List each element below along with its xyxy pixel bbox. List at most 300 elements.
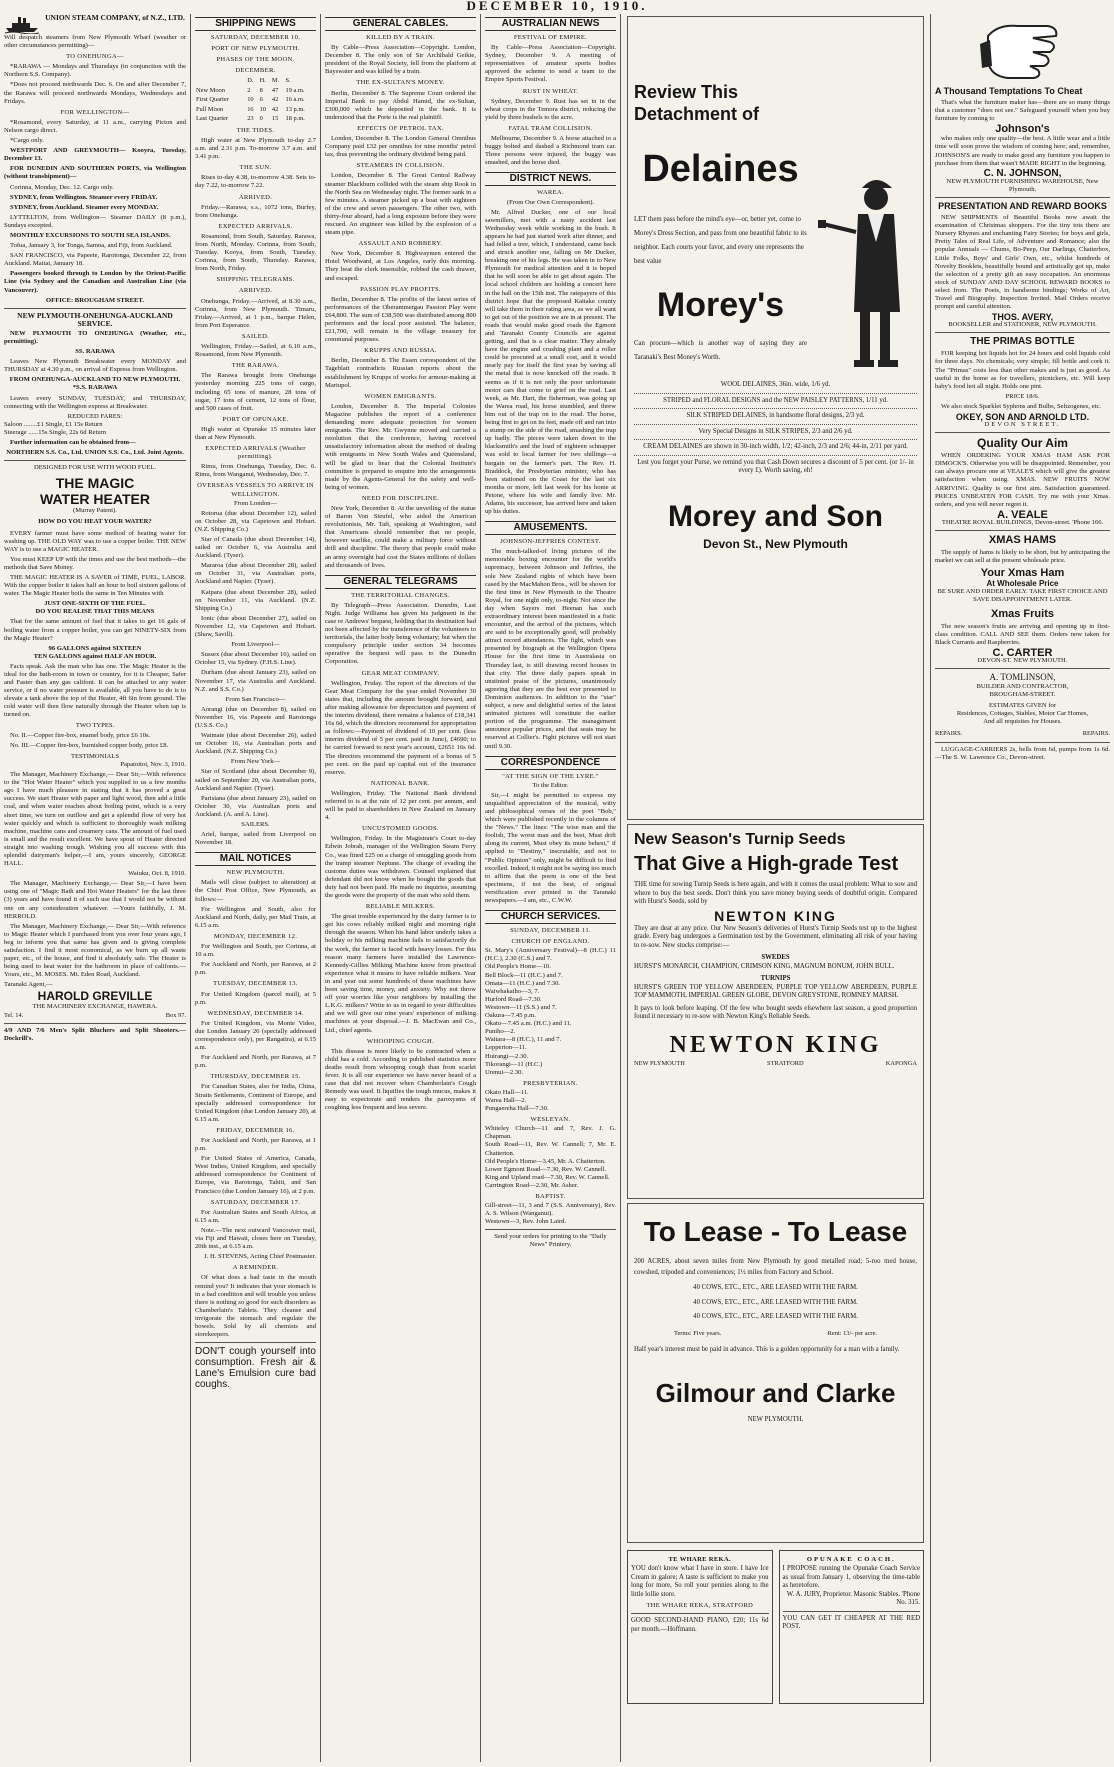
moon-cell: 16 a.m.	[285, 96, 305, 104]
cable-body: New York, December 8. Highwaymen entered the Hotel Woodward, at Los Angeles, early this morning. They beat the clerk insensible, robbed the cash drawer, and escaped.	[325, 250, 476, 282]
telegram-title: UNCUSTOMED GOODS.	[362, 825, 439, 833]
moon-cell: First Quarter	[196, 96, 229, 104]
avery-sub: BOOKSELLER and STATIONER, NEW PLYMOUTH.	[948, 321, 1097, 329]
telegram-title: WHOOPING COUGH.	[366, 1037, 435, 1045]
warea-heading: WAREA.	[537, 189, 564, 197]
testi-2: Waiuku, Oct. 8, 1910.	[128, 870, 186, 878]
moon-row	[195, 95, 316, 105]
church-17: Okato Hall—11.	[485, 1088, 529, 1096]
testi-1: The Manager, Machinery Exchange,— Dear Sir,—With reference to the "Hot Water Heater" which you supplied to us a few months ago I have much pleasure in stating that it has proved a great success. We start Heater with paper and light wood, then add a little coal, and when water reaches about boiling point, which is a very short time, we turn on outflow and get a splendid flow of very hot water quickly and which is sufficient to thoroughly wash milking machine, machine cans and creamery cans. The amount of fuel used is small and the result excellent. We have spout of Heater directed straight into washing trough. Wishing you all success with this splendid dairyman's helper,—I am, yours sincerely, GEORGE HALL.	[4, 771, 186, 868]
taranaki-agent: Taranaki Agent,—	[4, 981, 53, 989]
greville-box: Box 97.	[165, 1011, 186, 1019]
telegram-section	[325, 903, 476, 1035]
np-line-6: REDUCED FARES:	[67, 412, 123, 420]
moon-cell: 2	[247, 86, 251, 94]
whare-body: YOU don't know what I have in store. I have Ice Cream in galore; A taste is sufficient to make you long for more, So roll your pennies along to the little lollie store.	[631, 1565, 769, 1598]
cable-section	[325, 286, 476, 345]
cable-body: Berlin, December 8. The Essen correspondent of the Tageblatt contradicts Russian reports about the establishment by Krupps of works for armour-making at Mariupol.	[325, 357, 476, 389]
magic-title-2: WATER HEATER	[40, 491, 150, 508]
moon-row	[195, 86, 316, 96]
luggage-ad: LUGGAGE-CARRIERS 2s, bells from 6d, pumps from 1s 6d.—The S. W. Lawrence Co., Devon-street.	[935, 745, 1110, 761]
church-16: PRESBYTERIAN.	[523, 1079, 578, 1087]
cable-body: Berlin, December 8. The profits of the latest series of performances of the Oberammergau Passion Play were £64,800. The sum of £38,500 was distributed among 800 performers and the local poor assisted. The balance, £21,700, will remain in the village treasury for communal purposes.	[325, 295, 476, 344]
nk-place: STRATFORD	[767, 1059, 804, 1067]
tides-text: High water at New Plymouth to-day 2.7 a.m. and 2.31 p.m. To-morrow 3.7 a.m. and 3.41 p.m.	[195, 136, 316, 161]
church-9: Okato—7.45 a.m. (H.C.) and 11.	[485, 1020, 572, 1028]
amusements-heading: AMUSEMENTS.	[485, 521, 616, 535]
lease-body: 200 ACRES, about seven miles from New Plymouth by good metalled road; 5-roo med house, cowshed, tripoded and conveniences; 1½ miles from Factory and School.	[634, 1258, 917, 1276]
newton-king-2: NEWTON KING	[669, 1031, 882, 1058]
port-heading: PORT OF NEW PLYMOUTH.	[211, 45, 300, 53]
union-line-14: Passengers booked through to London by the Orient-Pacific Line (via Sydney and the Canadian and Australian Line (via Vancouver).	[4, 270, 186, 294]
delaine-item-3: Very Special Designs in SILK STRIPES, 2/3 and 2/6 yd.	[698, 427, 853, 435]
primas-heading: THE PRIMAS BOTTLE	[970, 336, 1075, 348]
opunake-coach-ad	[779, 1550, 925, 1704]
cable-section	[325, 495, 476, 570]
np-line-1: SS. RARAWA	[75, 348, 115, 356]
opunake-body: I PROPOSE running the Opunake Coach Service as usual from January 1, observing the time-table as heretofore.	[782, 1565, 920, 1590]
overseas-2: Star of Canada (due about December 14), sailed on October 6, via Australia and Auckland. (Tyser).	[195, 536, 316, 560]
mail-12: FRIDAY, DECEMBER 16.	[216, 1126, 295, 1134]
overseas-15: SAILERS.	[241, 821, 270, 828]
swedes-list: HURST'S MONARCH, CHAMPION, CRIMSON KING, MAGNUM BONUM, JOHN BULL.	[634, 962, 895, 970]
mail-9: For Auckland and North, per Rarawa, at 7 p.m.	[195, 1054, 316, 1070]
mail-4: For Auckland and North, per Rarawa, at 2 p.m.	[195, 961, 316, 977]
primas-body: FOR keeping hot liquids hot for 24 hours and cold liquids cold for three days. No chemicals; very simple; fill bottle and cork it. The "Primas" costs less than other makes and is just as good. As useful in the home as for travellers, picnickers, etc. Will keep baby's food hot all night. Holds one pint.	[935, 350, 1110, 390]
review-line-1: Review This	[634, 82, 739, 102]
telegram-section	[325, 670, 476, 777]
jj-title: JOHNSON-JEFFRIES CONTEST.	[500, 538, 601, 546]
lease-item-2: 40 COWS, ETC., ETC., ARE LEASED WITH THE FARM.	[693, 1313, 858, 1320]
np-line-3: FROM ONEHUNGA-AUCKLAND TO NEW PLYMOUTH.	[9, 376, 181, 384]
union-line-8: SYDNEY, from Wellington. Steamer every FRIDAY.	[10, 193, 158, 201]
nk-places	[634, 1060, 917, 1068]
rarawa-heading: THE RARAWA.	[231, 362, 280, 370]
cable-body: London, December 8. The London General Omnibus Company paid £32 per omnibus for nine months' petrol tax, thus preventing the ordinary dividend being paid.	[325, 135, 476, 159]
union-line-2: FOR WELLINGTON—	[60, 108, 130, 116]
moon-row	[195, 105, 316, 115]
opunake-port-text: High water at Opunake 15 minutes later than at New Plymouth.	[195, 425, 316, 441]
magic-body-4: DO YOU REALISE THAT THIS MEANS	[35, 608, 155, 616]
tel-arrived-heading: ARRIVED.	[238, 287, 273, 295]
corr-title: "AT THE SIGN OF THE LYRE."	[502, 772, 599, 780]
mail-5: TUESDAY, DECEMBER 13.	[213, 980, 298, 988]
testi-3: The Manager, Machinery Exchange,— Dear Sir,—I have been using one of "Magic Bath and Hot Water Heaters" for the last three (3) years and have found it of such use that I would not be without one on any consideration whatever. —Yours faithfully, J. M. HERROLD.	[4, 880, 186, 920]
magic-body-11: No. III.—Copper fire-box, burnished copper body, price £8.	[10, 741, 169, 749]
cough-ad: DON'T cough yourself into consumption. Fresh air & Lane's Emulsion cure bad coughs.	[195, 1346, 316, 1391]
overseas-6: From Liverpool—	[231, 641, 280, 649]
exp-weather-text: Rimu, from Onehunga, Tuesday, Dec. 6. Rimu, from Wanganui, Wednesday, Dec. 7.	[195, 463, 316, 479]
turnip-title-1: New Season's Turnip Seeds	[634, 831, 846, 848]
magic-body-8: Facts speak. Ask the man who has one. The Magic Heater is the ideal for the bath-room in town or country, for it is Cheaper, Safer and Faster than any gas califont. It can be attached to any water service, or if no water pressure is available, all you have to do is to elevate a tank above the top of the Heater, 4ft 6in from ground. The cold water will then flow naturally through the Heater when tap is turned on.	[4, 662, 186, 719]
telegram-body: By Telegraph—Press Association. Dunedin, Last Night. Judge Williams has given his judgment in the case re Andrews' bequest, holding that its destination had not been affected by the transference of the volunteers to territorials, the latter body being voluntary; but when the compulsory principle under section 34 becomes operative the bequest will pass to the Dunedin Corporation.	[325, 601, 476, 666]
np-line-2: Leaves New Plymouth Breakwater every MONDAY and THURSDAY at 4.30 p.m., on arrival of Express from Wellington.	[4, 358, 186, 374]
church-4: Omata—11 (H.C.) and 7.30.	[485, 979, 561, 987]
aus-body: By Cable—Press Association—Copyright. Sydney, December 9. A meeting of representatives of amateur sports bodies approved the scheme to send a team to the Empire Sports Festival.	[485, 44, 616, 84]
lease-rent: Rent: 13/- per acre.	[827, 1329, 877, 1337]
church-8: Oakura—7.45 p.m.	[485, 1012, 536, 1020]
xmas-fruits-heading: Xmas Fruits	[991, 607, 1054, 620]
telegram-body: Wellington, Friday. The National Bank dividend referred to is at the rate of 12 per cent. per annum, and will be paid to shareholders in New Zealand on January 4.	[325, 789, 476, 822]
lease-terms: Terms: Five years.	[674, 1329, 722, 1337]
greville-contact	[4, 1012, 186, 1020]
church-14: Tikorangi—11 (H.C.)	[485, 1060, 543, 1068]
magic-heater-ad	[4, 464, 186, 1019]
overseas-16: Ariel, barque, sailed from Liverpool on November 18.	[195, 831, 316, 847]
reminder-text: Of what does a bad taste in the mouth remind you? It indicates that your stomach is in a bad condition and will trouble you unless there is nothing so good for such disorders as Chamberlain's Tablets. They cleanse and invigorate the stomach and regulate the bowels. Sold by all chemists and storekeepers.	[195, 1274, 316, 1339]
np-service-title: NEW PLYMOUTH-ONEHUNGA-AUCKLAND SERVICE.	[17, 310, 173, 328]
cable-body: By Cable—Press Association—Copyright. London, December 8. The only son of Sir Archibald Geikie, president of the Royal Society, fell from the platform at Bayswater and was killed by a train.	[325, 44, 476, 76]
district-news-heading: DISTRICT NEWS.	[485, 172, 616, 186]
moon-cell: 10	[259, 105, 266, 113]
magic-body-5: That for the same amount of fuel that it takes to get 16 gals of boiling water from a copper boiler, you can get NINETY-SIX from the Magic Heater?	[4, 618, 186, 642]
np-line-9: Further information can be obtained from—	[10, 439, 136, 447]
column-4	[480, 14, 620, 1762]
cable-section	[325, 347, 476, 389]
aus-body: Sydney, December 9. Rust has set in in the wheat crops in the Temora district, reducing the yield by three bushels to the acre.	[485, 97, 616, 121]
presentation-body: NEW SHIPMENTS of Beautiful Books now await the examination of Christmas shoppers. For the tiny tots there are Nursery Rhymes and enchanting Fairy Stories; for boys and girls, Pretty Tales of Real Life, of Adventure and Romance; also the popular Annuals — Chums, Bo-Peep, Our Darlings, Chatterbox, Little Folks, Boys' and Girls' Own, etc., whilst hundreds of Novelty Booklets, beautifully bound and artistically got up, make the selection of a pretty gift an easy occupation. An enormous stock of SUNDAY AND DAY SCHOOL REWARD BOOKS to select from. The Poets, in handsome bindings; Works of Art, Travel and Biography. Inspection Invited. Mail Orders receive prompt and careful attention.	[935, 214, 1110, 311]
requisites: And all requisites for Houses.	[983, 718, 1062, 726]
steamship-icon	[4, 14, 40, 34]
how-heat: HOW DO YOU HEAT YOUR WATER?	[38, 518, 152, 526]
cn-johnson-sub: NEW PLYMOUTH FURNISHING WAREHOUSE, New Plymouth.	[946, 177, 1099, 193]
church-24: Lower Egmont Road—7.30, Rev. W. Cannell.	[485, 1165, 607, 1173]
church-28: Gill-street—11, 3 and 7 (S.S. Anniversary), Rev. A. S. Wilson (Wanganui).	[485, 1202, 616, 1218]
moon-table-header	[195, 76, 316, 86]
overseas-14: Parisiana (due about January 23), sailed on October 30, via Australian ports and Auckland. (A. and A. Line).	[195, 794, 316, 818]
union-line-12: Tofua, January 3, for Tonga, Samoa, and Fiji, from Auckland.	[10, 242, 173, 250]
delaine-item-4: CREAM DELAINES are shown in 30-inch width, 1/2; 42-inch, 2/3 and 2/6; 44-in, 2/11 per yard.	[643, 443, 908, 450]
union-line-9: SYDNEY, from Auckland. Steamer every MONDAY.	[10, 203, 159, 211]
overseas-0: From London—	[233, 499, 278, 507]
printery-note: Send your orders for printing to the "Daily News" Printery.	[494, 1233, 607, 1249]
mail-15: SATURDAY, DECEMBER 17.	[210, 1198, 301, 1206]
church-12: Lepperton—11.	[485, 1044, 527, 1052]
cable-title: STEAMERS IN COLLISION.	[356, 162, 445, 170]
to-lease-title: To Lease - To Lease	[643, 1216, 908, 1247]
union-line-13: SAN FRANCISCO, via Papeete, Rarotonga, December 22, from Auckland. Maitai, January 18.	[4, 252, 186, 268]
column-2	[190, 14, 320, 1762]
church-18: Warea Hall—2.	[485, 1096, 527, 1104]
union-line-4: *Cargo only.	[10, 137, 44, 145]
church-15: Urenui—2.30.	[485, 1068, 524, 1076]
tel-arrived-text: Onehunga, Friday.—Arrived, at 8.30 a.m., Corinna, from New Plymouth. Timaru, Friday.—Arrived, at 1 p.m., barque Helen, from Port Esperance.	[195, 297, 316, 329]
church-0: CHURCH OF ENGLAND.	[511, 938, 590, 946]
johnson-body: who makes only one quality—the best. A little wear and a little time will soon prove the wisdom of coming here; and, remember, JOHNSON'S are ready to make good any furniture you happen to purchase from them that wasn't MADE RIGHT in the beginning.	[935, 135, 1110, 167]
avery-name: THOS. AVERY,	[991, 312, 1054, 323]
nk-place: KAPONGA	[885, 1059, 917, 1067]
cable-section	[325, 162, 476, 237]
moreys-logo: Morey's	[656, 286, 785, 324]
carter-sub: DEVON-ST. NEW PLYMOUTH.	[977, 656, 1068, 664]
correspondence-heading: CORRESPONDENCE	[485, 756, 616, 770]
tomlinson-name: A. TOMLINSON,	[989, 671, 1056, 682]
moon-row	[195, 114, 316, 124]
overseas-5: Ionic (due about December 27), sailed on November 12, via Capetown and Hobart. (Shaw, Savill).	[195, 614, 316, 639]
church-services-heading: CHURCH SERVICES.	[485, 910, 616, 924]
okey-sub: DEVON STREET.	[984, 421, 1061, 429]
arrived-heading: ARRIVED.	[238, 193, 273, 201]
union-line-15: OFFICE: BROUGHAM STREET.	[46, 296, 144, 304]
church-21: Whiteley Church—11 and 7, Rev. J. G. Chapman.	[485, 1125, 616, 1141]
to-lease-ad	[627, 1203, 924, 1543]
overseas-1: Rotorua (due about December 12), sailed on October 28, via Capetown and Hobart. (N.Z. Shipping Co.)	[195, 509, 316, 533]
church-5: Waiwhakaiho—3, 7.	[485, 987, 540, 995]
moon-cell: 16	[247, 105, 254, 113]
church-10: Puniho—2.	[485, 1028, 516, 1036]
magic-body-2: THE MAGIC HEATER IS A SAVER of TIME, FUEL, LABOR. With the copper boiler it takes half an hour to boil sixteen gallons of water. The Magic Heater boils the same in Ten Minutes with	[4, 573, 186, 598]
union-line-11: MONTHLY EXCURSIONS TO SOUTH SEA ISLANDS.	[10, 231, 171, 239]
turnips-heading: TURNIPS	[760, 975, 791, 982]
whare-heading: TE WHARE REKA.	[668, 1556, 732, 1563]
gilmour-clarke: Gilmour and Clarke	[655, 1378, 896, 1409]
church-2: Old People's Home—10.	[485, 963, 551, 971]
sailed-heading: SAILED.	[241, 332, 270, 340]
magic-title-1: THE MAGIC	[55, 475, 135, 492]
ham-body: BE SURE AND ORDER EARLY. TAKE FIRST CHOICE AND SAVE DISAPPOINTMENT LATER.	[937, 588, 1108, 604]
mail-13: For Auckland and North, per Rarawa, at 1 p.m.	[195, 1137, 316, 1153]
overseas-4: Kaipara (due about December 28), sailed on November 11, via Auckland. (N.Z. Shipping Co.)	[195, 588, 316, 612]
mail-8: For United Kingdom, via Monte Video, due London January 26 (specially addressed correspondence only), per Rangatira), at 6.15 a.m.	[195, 1019, 316, 1052]
cable-title: KRUPPS AND RUSSIA.	[364, 347, 437, 355]
greville-sub: THE MACHINERY EXCHANGE, HAWERA.	[32, 1003, 158, 1011]
np-service-ad	[4, 312, 186, 458]
moon-cell: 23	[247, 115, 254, 123]
church-6: Hurford Road—7.30.	[485, 995, 542, 1003]
overseas-9: From San Francisco—	[225, 695, 286, 703]
church-3: Bell Block—11 (H.C.) and 7.	[485, 971, 563, 979]
telegram-title: RELIABLE MILKERS.	[365, 903, 436, 911]
overseas-12: From New York—	[230, 758, 281, 766]
mail-notices-heading: MAIL NOTICES	[195, 852, 316, 866]
cable-title: THE EX-SULTAN'S MONEY.	[356, 79, 445, 87]
moon-cell: 0	[259, 115, 263, 123]
telegram-body: The great trouble experienced by the dairy farmer is to get his cows reliably milked night and morning right through the season. When his hand labor underly takes a holiday or his milking machine fails to satisfactorily do the work, the farmer is faced with heavy losses. For this reason many farmers have installed the Lawrence-Kennedy-Gillies Milking Machine know from practical experience what it means to have reliable milkers. Year in and year out some hundreds of these machines have been saving time, money, and anxiety. Why not throw off your worries like your neighbors by installing the L.K.G. milkers? Write to us in regard to your difficulties and we will give our nine years' experience of milking machines at your disposal.—J. B. MacEwan and Co., Ltd., chief agents.	[325, 913, 476, 1034]
general-telegrams-heading: GENERAL TELEGRAMS	[325, 575, 476, 589]
moon-col	[195, 76, 246, 86]
lease-item-1: 40 COWS, ETC., ETC., ARE LEASED WITH THE FARM.	[693, 1298, 858, 1306]
cable-title: ASSAULT AND ROBBERY.	[358, 240, 443, 248]
cable-title: PASSION PLAY PROFITS.	[360, 285, 441, 293]
australian-news-heading: AUSTRALIAN NEWS	[485, 17, 616, 31]
cable-body: London, December 8. The Imperial Colonies Magazine publishes the report of a conference demanding more adequate protection for women emigrants. The Rev. Mr. Gwynne moved and carried a resolution that the conference, having received unsatisfactory information about the method of dealing with emigrants in New South Wales and Queensland, will be glad to hear that the Colonial Institute's committee is prepared to enquire into the arrangements made by the Agents-General for the safety and well-being of women.	[325, 402, 476, 491]
telegram-body: Wellington, Friday. In the Magistrate's Court to-day Edwin Jobrah, manager of the Wellington Steam Ferry Co., was fined £25 on a charge of smuggling goods from the tramp steamer Neptune. The charge of evading the customs duties was withdrawn. Counsel explained that defendant did not know when he bought the goods that duty had not been paid. He made no inquiries, assuming the goods were the property of the man who sold them.	[325, 835, 476, 899]
phases-heading: PHASES OF THE MOON.	[216, 56, 295, 64]
presentation-heading: PRESENTATION AND REWARD BOOKS	[938, 201, 1107, 212]
morey-address: Devon St., New Plymouth	[703, 536, 848, 551]
sun-heading: THE SUN.	[239, 164, 272, 172]
turnip-body-2: They are dear at any price. Our New Season's deliveries of Hurst's Turnip Seeds test up to the highest grade. Every bag undergoes a Germination test by the Government, eliminating all risk of your having to re-sow. New stocks comprise:—	[634, 924, 917, 949]
np-line-8: Steerage ......15s Single, 22s 6d Return	[4, 428, 107, 436]
column-3	[320, 14, 480, 1762]
moon-cell: Last Quarter	[196, 115, 229, 123]
overseas-7: Sussex (due about December 16), sailed on October 15, via Sydney. (F.H.S. Line).	[195, 651, 316, 667]
moon-table	[195, 76, 316, 124]
moon-cell: 42	[271, 105, 279, 113]
moon-cell: New Moon	[196, 86, 225, 94]
np-line-10: NORTHERN S.S. Co., Ltd. UNION S.S. Co., Ltd. Joint Agents.	[6, 449, 184, 457]
small-ads-row	[627, 1547, 924, 1707]
magic-body-0: EVERY farmer must have some method of heating water for washing up. THE OLD WAY was to use a copper boiler. THE NEW WAY is to use a MAGIC HEATER.	[4, 529, 186, 553]
moon-cell: 42	[271, 96, 279, 104]
own-correspondent: (From Our Own Correspondent).	[506, 198, 595, 206]
nk-place: NEW PLYMOUTH	[634, 1059, 685, 1067]
cable-title: KILLED BY A TRAIN.	[366, 34, 435, 41]
turnip-body-3: It pays to look before leaping. Of the few who bought seeds elsewhere last season, a good proportion found it necessary to re-sow with Newton King's Reliable Seeds.	[634, 1004, 917, 1020]
estimates-body: Residences, Cottages, Stables, Motor Car Homes,	[956, 710, 1089, 718]
cable-title: EFFECTS OF PETROL TAX.	[357, 124, 444, 132]
cn-johnson: C. N. JOHNSON,	[983, 167, 1062, 179]
moon-cell: 18 p.m.	[285, 115, 305, 123]
church-19: Pungaereha Hall—7.30.	[485, 1105, 549, 1113]
lease-half-year: Half year's interest must be paid in advance. This is a golden opportunity for a man with a family.	[634, 1345, 900, 1353]
union-title: UNION STEAM COMPANY, of N.Z., LTD.	[45, 14, 185, 22]
expected-heading: EXPECTED ARRIVALS.	[218, 222, 293, 230]
xmas-hams-heading: XMAS HAMS	[988, 534, 1057, 547]
telegram-section	[325, 825, 476, 900]
dockrill-ad: 4/9 AND 7/6 Men's Split Bluchers and Split Shooters.—Dockrill's.	[4, 1026, 186, 1042]
column-6	[930, 14, 1114, 1762]
brougham: BROUGHAM-STREET.	[989, 691, 1056, 699]
union-line-5: WESTPORT AND GREYMOUTH— Kooyra, Tuesday, December 13.	[4, 147, 186, 163]
overseas-11: Waimate (due about December 26), sailed on October 16, via Australian ports and Auckland. (N.Z. Shipping Co.)	[195, 732, 316, 756]
aus-section	[485, 88, 616, 122]
aus-section	[485, 34, 616, 85]
corr-text: Sir,—I might be permitted to express my unqualified appreciation of the musical, witty and philosophical verses of the poet "Bob," which were published recently in the columns of the "News." The lines: "The wise man and the foolish, The worst man and the best, Must drift along its current, Must obey its mute behest," if applied to "Destiny," inscrutable, and not to "Public Opinion" only, might be difficult to find excelled. Indeed, it might not be saying too much to affirm that the poem is one of the best specimens, if not the best, of original versification ever printed in the Taranaki newspapers.—I am, etc., C.W.W.	[485, 791, 616, 904]
moon-cell: 10	[247, 96, 254, 104]
repairs-row	[935, 730, 1110, 738]
turnip-title-2: That Give a High-grade Test	[634, 853, 899, 875]
greville-tel: Tel. 14.	[4, 1011, 24, 1019]
general-cables-heading: GENERAL CABLES.	[325, 17, 476, 31]
okey-name: OKEY, SON AND ARNOLD LTD.	[955, 412, 1090, 422]
mail-14: For United States of America, Canada, West Indies, United Kingdom, and specially addressed correspondence for Continent of Europe, via Rarotonga, Tahiti, and San Francisco (due London January 16), at 2 p.m.	[195, 1155, 316, 1195]
magic-body-9: TWO TYPES.	[75, 721, 115, 729]
arrived-text: Friday.—Rarawa, s.s., 1072 tons, Burfey, from Onehunga.	[195, 203, 316, 219]
mail-7: WEDNESDAY, DECEMBER 14.	[207, 1009, 304, 1017]
delaine-item-5: Lest you forget your Purse, we remind you that Cash Down secures a discount of 5 per cent. (or 1/- in every £). Worth saving, eh!	[637, 458, 914, 474]
cable-body: Berlin, December 8. The Supreme Court ordered the Imperial Bank to pay Abdul Hamid, the ex-Sultan, £300,000 which he deposited in the bank. It is understood that the Porte is the real plaintiff.	[325, 89, 476, 121]
church-25: King and Upland road—7.30, Rev. W. Cannell.	[485, 1173, 610, 1181]
telegram-section	[325, 780, 476, 822]
moon-col: D.	[247, 77, 254, 85]
moon-cell: 6	[259, 96, 263, 104]
telegram-body: This disease is more likely to be contracted when a child has a cold. According to published statistics more deaths result from whooping cough than from scarlet fever. It is all our experience we have never heard of a case that did not recover when Chamberlain's Cough Remedy was used. It liquifies the tough mucus, makes it easy to expectorate and renders the paroxysms of coughing less frequent and less severe.	[325, 1047, 476, 1112]
church-20: WESLEYAN.	[530, 1116, 571, 1124]
cable-section	[325, 79, 476, 121]
moreys-intro: LET them pass before the mind's eye—or, better yet, come to Morey's Dress Section, and pass from one beautiful fabric to its neighbor. Each courts your favor, and every one represents the best value	[634, 216, 807, 265]
lease-terms-row	[674, 1330, 877, 1338]
church-11: Waitara—8 (H.C.), 11 and 7.	[485, 1036, 562, 1044]
mail-2: MONDAY, DECEMBER 12.	[213, 932, 298, 940]
mail-1: For Wellington and South, also for Auckland and North, daily, per Mail Train, at 6.15 a.m.	[195, 905, 316, 929]
shipping-news-heading: SHIPPING NEWS	[195, 17, 316, 31]
magic-body-10: No. II.—Copper fire-box, enamel body, price £6 10s.	[10, 731, 151, 739]
pointing-hand-icon	[978, 16, 1068, 86]
quality-body: WHEN ORDERING YOUR XMAS HAM ASK FOR DIMOCK'S. Otherwise you will be disappointed. Remember, you can always procure one at VEALE'S which will give the greatest satisfaction when using. XMAS. NEW FRUITS NOW ARRIVING. Quality is our first aim. Satisfaction guaranteed. PRICES UNBEATEN FOR CASH. Try me with your Xmas. orders, and you will never regret it.	[935, 452, 1110, 508]
mail-6: For United Kingdom (parcel mail), at 5 p.m.	[195, 990, 316, 1006]
church-7: Westown—11 (S.S.) and 7.	[485, 1003, 557, 1011]
union-line-6: FOR DUNEDIN AND SOUTHERN PORTS, via Wellington (without transhipment)—	[4, 165, 186, 181]
veale-sub: THEATRE ROYAL BUILDINGS, Devon-street. 'Phone 166.	[941, 518, 1104, 526]
mail-17: Note.—The next outward Vancouver mail, via Fiji and Hawaii, closes here on Tuesday, 20th inst., at 6.15 a.m.	[195, 1226, 316, 1251]
delaine-item-1: STRIPED and FLORAL DESIGNS and the NEW PAISLEY PATTERNS, 1/11 yd.	[663, 396, 888, 404]
union-note: Will despatch steamers from New Plymouth Wharf (weather or other circumstances permitting)—	[4, 34, 186, 50]
repairs-right: REPAIRS.	[1082, 730, 1110, 738]
opunake-heading: OPUNAKE COACH.	[806, 1556, 896, 1563]
magic-body-6: 96 GALLONS against SIXTEEN	[48, 644, 142, 652]
telegram-title: THE TERRITORIAL CHANGES.	[351, 591, 450, 599]
mail-10: THURSDAY, DECEMBER 15.	[210, 1073, 301, 1081]
column-1	[0, 14, 190, 1762]
aus-title: FATAL TRAM COLLISION.	[508, 124, 593, 132]
cable-section	[325, 125, 476, 159]
carter-name: C. CARTER	[992, 646, 1053, 659]
overseas-8: Durham (due about January 23), sailed on November 17, via Australia and Auckland. N.Z. and S.S. Co.)	[195, 669, 316, 693]
morey-and-son: Morey and Son	[667, 499, 884, 533]
union-line-3: *Rosamond, every Saturday, at 11 a.m., carrying Picton and Nelson cargo direct.	[4, 118, 186, 134]
temptation-heading: A Thousand Temptations To Cheat	[935, 86, 1083, 96]
whare-reka-ad	[627, 1550, 773, 1704]
telegrams-heading: SHIPPING TELEGRAMS.	[216, 276, 295, 284]
johnsons-name: Johnson's	[995, 123, 1050, 136]
sailed-text: Wellington, Friday.—Sailed, at 6.10 a.m., Rosamond, from New Plymouth.	[195, 343, 316, 359]
lease-item-0: 40 COWS, ETC., ETC., ARE LEASED WITH THE FARM.	[693, 1284, 858, 1291]
moon-col: M.	[271, 77, 280, 85]
temptation-body: That's what the furniture maker has—there are so many things that a customer "does not see." Safeguard yourself when you buy furniture by coming to	[935, 99, 1110, 123]
telegram-body: Wellington, Friday. The report of the directors of the Gear Meat Company for the year ended November 30 states that, including the amount brought forward, and after making allowance for depreciation and payment of the interim dividend, there remains a balance of £18,341 16s 6d, which the directors recommend for appropriation as follows:—Payment of dividend of 10 per cent. (less interim dividend of 5 per cent. paid in June), £4690; to be carried forward to next year's account, £2651 16s 6d. The directors recommend the payment of a bonus of 5 per cent. on the paid up capital out of the insurance reserve.	[325, 679, 476, 776]
cable-body: London, December 8. The Great Central Railway steamer Blackburn collided with the steam ship Rook in the North Sea on Wednesday night. The former sank in a few minutes. A steamer picked up a boat with eighteen of the crew and seven passengers. The other two, with thirty-four aboard, had a long exposure before they were rescued. An engineer was killed by the explosion of a steam pipe.	[325, 172, 476, 237]
cable-body: New York, December 8. At the unveiling of the statue of Baron Von Steufel, who aided the American revolutionists, Mr. Taft, speaking at Washington, said that Americans should remember that no people, however warlike, could make a military force without drill and discipline. The theory that people could make an army overnight had cost the States millions of dollars and thousands of lives.	[325, 504, 476, 569]
turnip-seeds-ad	[627, 824, 924, 1199]
opunake-port-heading: PORT OF OPUNAKE.	[222, 415, 289, 423]
moon-cell: 15	[271, 115, 279, 123]
overseas-10: Aorangi (due on December 8), sailed on November 16, via Papeete and Rarotonga (U.S.S. Co.)	[195, 705, 316, 729]
delaines-title: Delaines	[642, 148, 799, 190]
column-5	[620, 14, 930, 1762]
designed-for: DESIGNED FOR USE WITH WOOD FUEL.	[33, 464, 157, 472]
np-line-7: Saloon ........£1 Single, £1 15s Return	[4, 420, 103, 428]
cable-title: WOMEN EMIGRANTS.	[364, 392, 437, 400]
cable-title: NEED FOR DISCIPLINE.	[361, 494, 440, 502]
testimonials-title: TESTIMONIALS	[71, 752, 119, 760]
cable-section	[325, 240, 476, 282]
greville-name: HAROLD GREVILLE	[37, 989, 153, 1004]
mail-16: For Australian States and South Africa, at 6.15 a.m.	[195, 1208, 316, 1224]
np-line-5: Leaves every SUNDAY, TUESDAY, and THURSDAY, connecting with the Wellington express at Breakwater.	[4, 394, 186, 410]
magic-body-3: JUST ONE-SIXTH OF THE FUEL.	[44, 600, 146, 608]
union-line-1: *Does not proceed northwards Dec. 6. On and after December 7, the Rarawa will proceed northwards Mondays, Wednesdays and Fridays.	[4, 81, 186, 105]
opunake-sign: W. A. JURY, Proprietor. Masonic Stables. 'Phone No. 315.	[786, 1590, 920, 1607]
review-line-2: Detachment of	[634, 104, 760, 124]
telegram-section	[325, 1038, 476, 1113]
moon-col: S.	[285, 77, 291, 85]
testi-0: Papatoitoi, Nov. 3, 1910.	[120, 760, 186, 768]
overseas-13: Star of Scotland (due about December 9), sailed on September 20, via Australian ports, Auckland and Napier. (Tyser).	[195, 768, 316, 792]
newton-king-1: NEWTON KING	[714, 907, 837, 924]
cable-section	[325, 34, 476, 76]
np-line-4: *S.S. RARAWA	[72, 384, 118, 392]
church-1: St. Mary's (Anniversary Festival)—8 (H.C.) 11 (H.C.), 2.30 (C.S.) and 7.	[485, 947, 616, 963]
corr-to: To the Editor.	[532, 781, 569, 789]
exp-weather-heading: EXPECTED ARRIVALS (Weather permitting).	[205, 445, 306, 461]
preacher-figure-icon	[818, 162, 913, 377]
repairs-left: REPAIRS.	[935, 730, 963, 738]
mail-0: Mails will close (subject to alteration) at the Chief Post Office, New Plymouth, as follows:—	[195, 879, 316, 903]
tides-heading: THE TIDES.	[236, 126, 275, 134]
overseas-heading: OVERSEAS VESSELS TO ARRIVE IN WELLINGTON.	[197, 482, 314, 498]
xmas-hams-body: The supply of hams is likely to be short, but by anticipating the market we can sell at the present wholesale price.	[935, 549, 1110, 565]
